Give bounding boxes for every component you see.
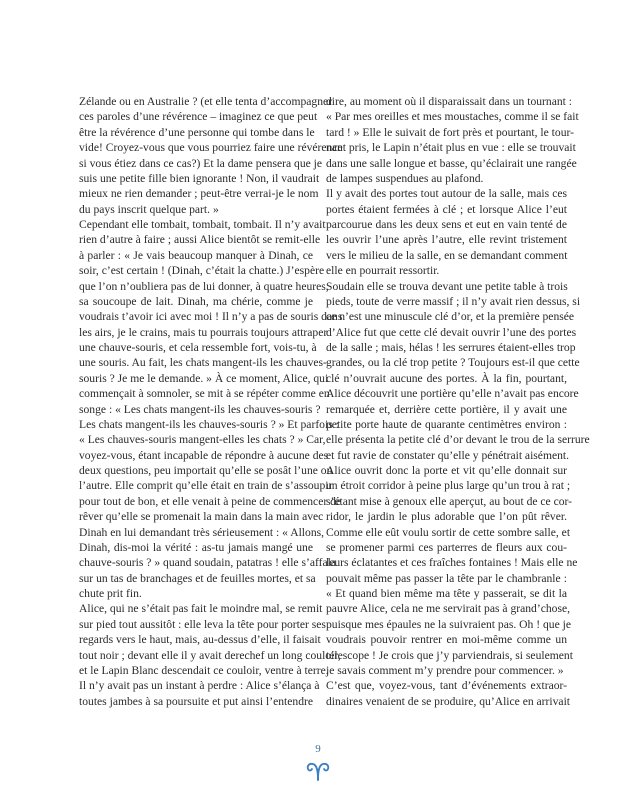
left-column-line: sur pied tout aussitôt : elle leva la tête pour porter ses — [79, 617, 326, 631]
right-column-line: voudrais pouvoir rentrer en moi-même comme un — [326, 633, 567, 647]
right-column-line: puisque mes épaules ne la suivraient pas. Oh ! que je — [326, 617, 572, 631]
right-column-line: se promener parmi ces parterres de fleurs aux cou- — [326, 540, 567, 554]
right-column-line: et fut ravie de constater qu’elle y pénétrait aisément. — [326, 448, 570, 462]
left-column-line: les airs, je le crains, mais tu pourrais toujours attraper — [79, 325, 328, 339]
right-column-line: Comme elle eût voulu sortir de cette sombre salle, et — [326, 525, 571, 539]
left-column-line: regards vers le haut, mais, au-dessus d’elle, il faisait — [79, 633, 321, 647]
left-column-line: « Les chauves-souris mangent-elles les chats ? » Car, — [79, 433, 326, 447]
page-number: 9 — [315, 743, 321, 755]
left-column-line: chauve-souris ? » quand soudain, patatras ! elle s’affala — [79, 556, 337, 570]
left-column-line: à parler : « Je vais beaucoup manquer à Dinah, ce — [79, 248, 313, 262]
left-column-line: une chauve-souris, et cela ressemble fort, vois-tu, à — [79, 341, 317, 354]
left-column-line: songe : « Les chats mangent-ils les chauves-souris ? — [79, 402, 321, 416]
right-column-line: elle en pourrait ressortir. — [326, 264, 440, 278]
right-column-line: « Par mes oreilles et mes moustaches, comme il se fait — [326, 110, 579, 124]
right-column-line: pauvre Alice, cela ne me servirait pas à grand’chose, — [326, 602, 571, 616]
right-column-line: grandes, ou la clé trop petite ? Toujours est-il que cette — [326, 356, 580, 370]
left-column-line: Les chats mangent-ils les chauves-souris ? » Et parfois : — [79, 417, 339, 431]
left-column-line: deux questions, peu importait qu’elle se posât l’une ou — [79, 464, 333, 477]
right-column-line: elle présenta la petite clé d’or devant le trou de la serrure — [326, 433, 590, 447]
right-column-line: parcourue dans les deux sens et eut en vain tenté de — [326, 218, 567, 231]
right-column-line: « Et quand bien même ma tête y passerait, se dit la — [326, 587, 567, 600]
left-column-line: du pays inscrit quelque part. » — [79, 202, 219, 216]
left-column-line: mieux ne rien demander ; peut-être verrai-je le nom — [79, 187, 319, 201]
left-column-line: commençait à somnoler, se mit à se répéter comme en — [79, 387, 330, 401]
right-column-line: tard ! » Elle le suivait de fort près et pourtant, le tour- — [326, 125, 574, 139]
left-column-line: souris ? Je me le demande. » À ce moment, Alice, qui — [79, 371, 329, 385]
left-column-line: Il n’y avait pas un instant à perdre : Alice s’élança à — [79, 679, 320, 693]
right-column-line: vers le milieu de la salle, en se demandant comment — [326, 248, 568, 262]
left-column-line: une souris. Au fait, les chats mangent-ils les chauves- — [79, 356, 327, 370]
right-column-line: Alice découvrit une portière qu’elle n’avait pas encore — [326, 387, 579, 401]
left-column-line: Cependant elle tombait, tombait, tombait. Il n’y avait — [79, 218, 326, 231]
left-column-line: pour tout de bon, et elle venait à peine de commencer de — [79, 494, 342, 508]
left-column-line: toutes jambes à sa poursuite et put ainsi l’entendre — [79, 694, 313, 708]
left-column-line: tout noir ; devant elle il y avait derechef un long couloir, — [79, 648, 341, 662]
right-column-line: je savais comment m’y prendre pour commencer. » — [326, 663, 564, 677]
right-column-line: dans une salle longue et basse, qu’éclairait une rangée — [326, 156, 577, 170]
left-column-line: suis une petite fille bien ignorante ! Non, il vaudrait — [79, 171, 320, 185]
left-column-line: sa soucoupe de lait. Dinah, ma chérie, comme je — [79, 294, 313, 308]
left-column-line: vide! Croyez-vous que vous pourriez faire une révérence — [79, 141, 343, 155]
left-column-line: Zélande ou en Australie ? (et elle tenta d’accompagner — [79, 95, 333, 108]
right-column-line: de lampes suspendues au plafond. — [326, 171, 484, 185]
left-column-line: rien d’autre à faire ; aussi Alice bientôt se remit-elle — [79, 233, 321, 247]
left-column-line: et le Lapin Blanc descendait ce couloir, ventre à terre. — [79, 663, 329, 677]
right-column-line: Soudain elle se trouva devant une petite table à trois — [326, 279, 568, 293]
right-column-line: leurs éclatantes et ces fraîches fontaines ! Mais elle ne — [326, 556, 578, 570]
right-column-line: s’étant mise à genoux elle aperçut, au bout de ce cor- — [326, 494, 573, 508]
right-column-line: ridor, le jardin le plus adorable que l’on pût rêver. — [326, 510, 567, 524]
right-text-column — [326, 94, 590, 709]
right-column-line: pieds, toute de verre massif ; il n’y avait rien dessus, si — [326, 294, 581, 308]
left-column-line: rêver qu’elle se promenait la main dans la main avec — [79, 510, 324, 524]
left-column-line: Alice, qui ne s’était pas fait le moindre mal, se remit — [79, 602, 323, 616]
right-column-line: remarquée et, derrière cette portière, il y avait une — [326, 402, 567, 416]
right-column-line: pouvait même pas passer la tête par le chambranle : — [326, 571, 567, 585]
right-column-line: d’Alice fut que cette clé devait ouvrir l’une des portes — [326, 325, 577, 339]
left-column-line: Dinah, dis-moi la vérité : as-tu jamais mangé une — [79, 540, 313, 554]
right-column-line: nant pris, le Lapin n’était plus en vue : elle se trouvait — [326, 141, 576, 155]
right-column-line: petite porte haute de quarante centimètres environ : — [326, 417, 567, 431]
right-column-line: télescope ! Je crois que j’y parviendrais, si seulement — [326, 648, 573, 662]
left-text-column — [79, 94, 343, 709]
left-column-line: ces paroles d’une révérence – imaginez ce que peut — [79, 110, 318, 124]
right-column-line: dinaires venaient de se produire, qu’Alice en arrivait — [326, 694, 571, 708]
left-column-line: chute prit fin. — [79, 587, 142, 600]
left-column-line: si vous étiez dans ce cas?) Et la dame pensera que je — [79, 156, 323, 170]
right-column-line: les ouvrir l’une après l’autre, elle revint tristement — [326, 233, 567, 247]
right-column-line: Il y avait des portes tout autour de la salle, mais ces — [326, 187, 567, 201]
right-column-line: dire, au moment où il disparaissait dans un tournant : — [326, 95, 572, 108]
left-column-line: sur un tas de branchages et de feuilles mortes, et sa — [79, 571, 316, 585]
right-column-line: portes étaient fermées à clé ; et lorsque Alice l’eut — [326, 202, 567, 216]
right-column-line: un étroit corridor à peine plus large qu’un trou à rat ; — [326, 479, 571, 493]
right-column-line: Alice ouvrit donc la porte et vit qu’elle donnait sur — [326, 464, 567, 477]
aries-horns-ornament-icon — [305, 761, 331, 781]
right-column-line: de la salle ; mais, hélas ! les serrures étaient-elles trop — [326, 341, 576, 354]
left-column-line: soir, c’est certain ! (Dinah, c’était la chatte.) J’espère — [79, 264, 325, 278]
left-column-line: l’autre. Elle comprit qu’elle était en train de s’assoupir — [79, 479, 333, 493]
left-column-line: voyez-vous, étant incapable de répondre à aucune des — [79, 448, 329, 462]
right-column-line: clé n’ouvrait aucune des portes. À la fin, pourtant, — [326, 371, 567, 385]
left-column-line: être la révérence d’une personne qui tombe dans le — [79, 125, 315, 139]
right-column-line: C’est que, voyez-vous, tant d’événements extraor- — [326, 679, 567, 693]
left-column-line: que l’on n’oubliera pas de lui donner, à quatre heures, — [79, 279, 329, 293]
left-column-line: Dinah en lui demandant très sérieusement : « Allons, — [79, 525, 325, 539]
right-column-line: ce n’est une minuscule clé d’or, et la première pensée — [326, 310, 575, 324]
left-column-line: voudrais t’avoir ici avec moi ! Il n’y a pas de souris dans — [79, 310, 343, 324]
